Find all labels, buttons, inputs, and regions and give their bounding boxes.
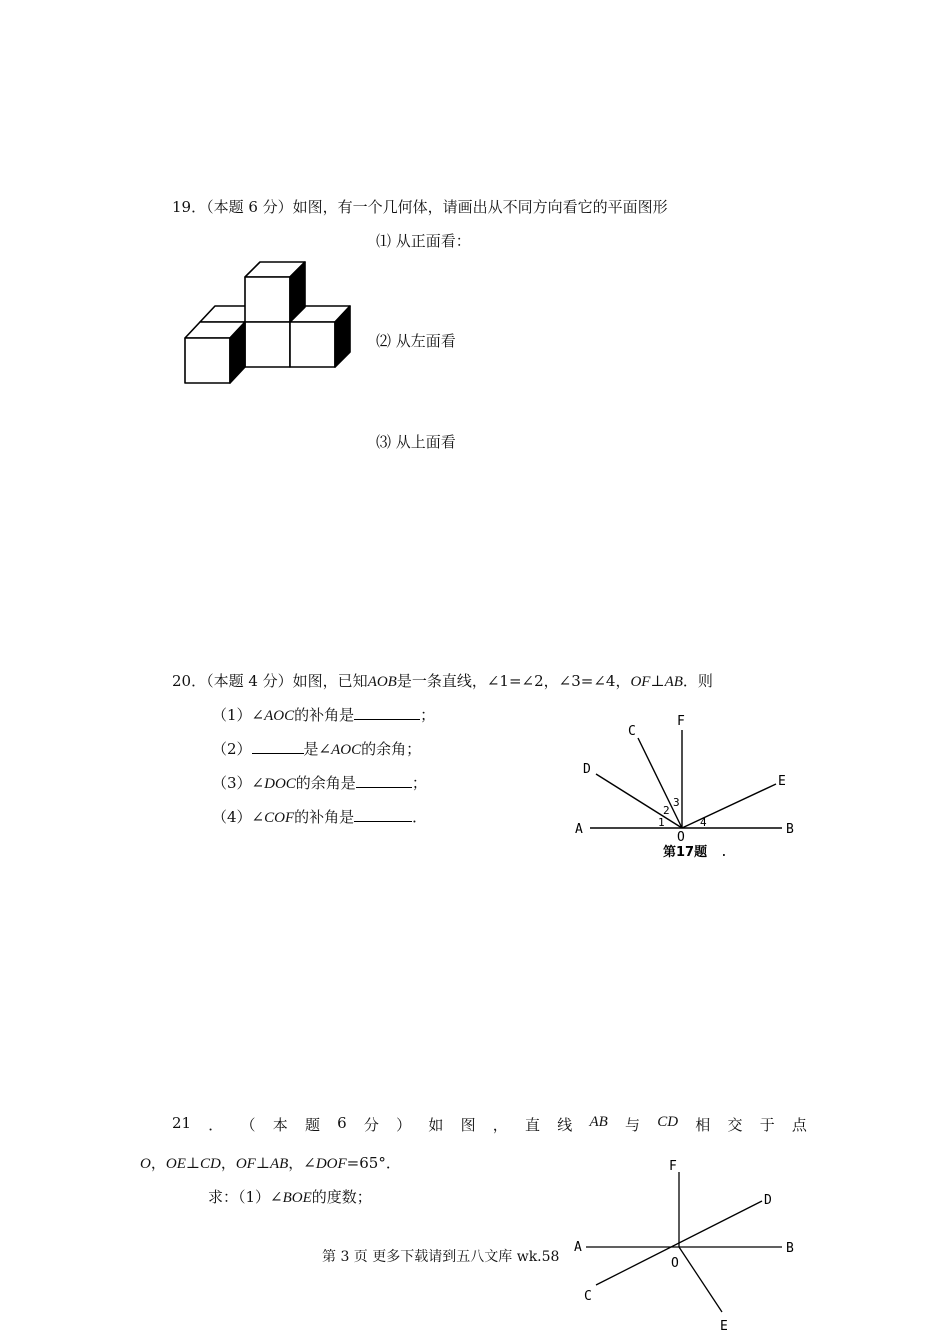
q20-p2-text-end: 的余角； <box>361 740 422 758</box>
q21-char: 图 <box>460 1116 476 1134</box>
q21-number: 21 <box>172 1114 192 1132</box>
q20-angle-1: 1 <box>658 816 665 829</box>
q20-perp-symbol: ⊥ <box>650 672 665 690</box>
q20-p3-end: ； <box>411 774 427 792</box>
q19-view-top: ⑶ 从上面看 <box>376 433 456 451</box>
q20-p1-prefix: （1）∠ <box>212 706 265 724</box>
q21-char: 题 <box>304 1116 320 1134</box>
q19-cube-figure <box>180 258 360 388</box>
q20-p2-prefix: （2） <box>212 740 252 758</box>
q21-ask-prefix: 求：（1）∠ <box>208 1188 283 1206</box>
q20-line-oe <box>682 784 776 828</box>
q20-p1-text: 的补角是 <box>294 706 355 724</box>
q21-char: 交 <box>727 1116 743 1134</box>
q21-var-dof: DOF <box>315 1156 347 1172</box>
q20-header-text-b: 是一条直线，∠1=∠2，∠3=∠4， <box>396 672 631 690</box>
q21-var-of: OF <box>235 1156 256 1172</box>
q20-angle-figure <box>570 710 810 860</box>
q20-label-c: C <box>628 724 636 739</box>
q21-label-e: E <box>720 1319 728 1334</box>
q21-label-d: D <box>764 1193 772 1208</box>
q20-var-ab: AB <box>664 674 683 690</box>
q21-char: 与 <box>624 1116 640 1134</box>
q20-p1-answer-blank[interactable] <box>354 718 420 720</box>
q20-part3 <box>212 772 427 793</box>
q21-perp-symbol: ⊥ <box>255 1154 270 1172</box>
q21-char: 如 <box>428 1116 444 1134</box>
q21-line-oe <box>679 1247 722 1312</box>
q21-sep: ，∠ <box>288 1154 316 1172</box>
q21-ask-text: 的度数； <box>311 1188 372 1206</box>
q21-char: 点 <box>791 1116 807 1134</box>
q20-p3-var: DOC <box>264 776 296 792</box>
q21-char: 于 <box>759 1116 775 1134</box>
q20-angle-3: 3 <box>673 796 680 809</box>
q20-p4-var: COF <box>264 810 295 826</box>
q19-header <box>172 196 668 217</box>
q20-p2-answer-blank[interactable] <box>252 752 304 754</box>
q21-sep: ， <box>150 1154 166 1172</box>
q20-label-e: E <box>778 774 786 789</box>
q21-char: 6 <box>337 1114 347 1132</box>
q21-sep: ， <box>220 1154 236 1172</box>
q21-label-c: C <box>584 1289 592 1304</box>
q21-var-cd: CD <box>657 1114 679 1130</box>
q21-label-b: B <box>786 1241 794 1256</box>
q20-header-text-c: ．则 <box>682 672 713 690</box>
q20-header-text-a: （本题 4 分）如图，已知 <box>206 672 368 690</box>
q21-label-o: O <box>671 1256 679 1271</box>
q21-char: 直 <box>525 1116 541 1134</box>
q21-perp-symbol: ⊥ <box>185 1154 200 1172</box>
q21-char: 相 <box>695 1116 711 1134</box>
q19-title: （本题 6 分）如图，有一个几何体，请画出从不同方向看它的平面图形 <box>206 198 668 216</box>
q20-p2-text: 是∠ <box>303 740 332 758</box>
q21-char: 线 <box>557 1116 573 1134</box>
q20-var-of: OF <box>630 674 651 690</box>
q21-char: 本 <box>272 1116 288 1134</box>
q21-header-line <box>172 1114 807 1135</box>
q21-intersect-figure <box>566 1150 806 1344</box>
q20-part2 <box>212 738 421 759</box>
q20-label-f: F <box>677 714 685 729</box>
q19-number: 19． <box>172 198 207 216</box>
q20-p2-var: AOC <box>331 742 362 758</box>
q19-view-left: ⑵ 从左面看 <box>376 332 456 350</box>
q20-p4-end: ． <box>412 808 428 826</box>
q20-figure-caption: 第17题 <box>663 845 708 860</box>
q21-var-oe: OE <box>165 1156 186 1172</box>
q20-number: 20． <box>172 672 207 690</box>
q21-char: ． <box>208 1116 224 1134</box>
q21-conditions <box>140 1152 401 1173</box>
q20-p1-end: ； <box>420 706 436 724</box>
q20-p4-answer-blank[interactable] <box>354 820 412 822</box>
q20-figure-dot: . <box>720 845 728 860</box>
q20-p4-prefix: （4）∠ <box>212 808 265 826</box>
q21-var-cd2: CD <box>199 1156 221 1172</box>
q20-label-d: D <box>583 762 591 777</box>
q21-ask <box>208 1186 372 1207</box>
q21-char: ， <box>492 1116 508 1134</box>
q20-var-aob: AOB <box>367 674 397 690</box>
q20-part1 <box>212 704 435 725</box>
page-footer: 第 3 页 更多下载请到五八文库 wk.58 <box>322 1249 560 1265</box>
q20-p3-prefix: （3）∠ <box>212 774 265 792</box>
q21-angle-value: =65°． <box>346 1154 401 1172</box>
q20-p3-text: 的余角是 <box>295 774 356 792</box>
q21-label-f: F <box>669 1159 677 1174</box>
q21-char: 分 <box>363 1116 379 1134</box>
q20-part4 <box>212 806 427 827</box>
q21-char: ） <box>396 1116 412 1134</box>
q20-p1-var: AOC <box>264 708 295 724</box>
q19-view-front: ⑴ 从正面看： <box>376 232 471 250</box>
q20-angle-2: 2 <box>663 804 670 817</box>
q20-p4-text: 的补角是 <box>294 808 355 826</box>
q21-var-ab: AB <box>589 1114 608 1130</box>
q21-ask-var: BOE <box>282 1190 312 1206</box>
q21-label-a: A <box>574 1240 582 1255</box>
q20-angle-4: 4 <box>700 816 707 829</box>
q21-char: （ <box>240 1116 256 1134</box>
q20-header <box>172 670 713 691</box>
q20-label-o: O <box>677 830 685 845</box>
q20-label-a: A <box>575 822 583 837</box>
q21-var-o: O <box>140 1156 151 1172</box>
q20-p3-answer-blank[interactable] <box>356 786 412 788</box>
q20-label-b: B <box>786 822 794 837</box>
q21-var-ab2: AB <box>269 1156 289 1172</box>
